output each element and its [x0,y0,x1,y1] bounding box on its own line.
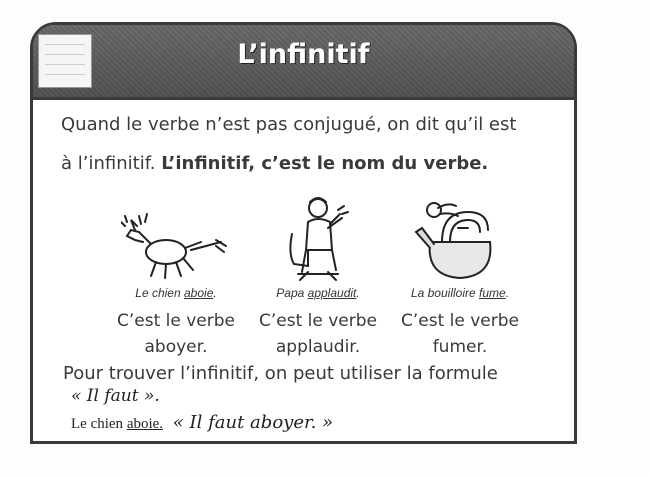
clapping-man-icon [243,190,393,282]
title-banner [33,25,574,100]
steaming-kettle-icon [385,190,535,282]
formula-example [71,412,333,433]
intro-paragraph [61,105,561,183]
caption-verb: applaudit [307,286,357,300]
intro-line-2 [61,144,561,183]
example-papa [243,190,393,360]
sentence-papa: C’est le verbe [258,311,377,331]
infinitive-papa: applaudir. [275,337,361,357]
intro-line-1: Quand le verbe n’est pas conjugué, on dit qu’il est [61,114,517,135]
caption-subject: Papa [276,286,305,300]
sentence-dog: C’est le verbe [116,311,235,331]
formula-text: Pour trouver l’infinitif, on peut utiliser la formule [63,363,498,384]
caption-subject: Le chien [135,286,181,300]
example-subject: Le chien [71,416,124,432]
caption-verb: fume [479,286,506,300]
definition-bold: L’infinitif, c’est le nom du verbe. [161,153,489,174]
sentence-kettle: C’est le verbe [400,311,519,331]
caption-end: . [213,286,217,300]
example-handwritten: « Il faut aboyer. » [172,412,334,433]
infinitive-kettle: fumer. [432,337,488,357]
caption-verb: aboie [184,286,214,300]
example-verb: aboie. [126,416,164,432]
lesson-card [30,22,577,444]
example-kettle [385,190,535,360]
caption-end: . [505,286,510,300]
caption-papa [243,286,393,300]
caption-dog [101,286,251,300]
lesson-title: L’infinitif [237,39,370,70]
caption-subject: La bouilloire [410,286,476,300]
example-dog [101,190,251,360]
barking-dog-icon [101,190,251,282]
intro-line-2-plain: à l’infinitif. [61,153,156,174]
infinitive-dog: aboyer. [144,337,208,357]
caption-kettle [385,286,535,300]
formula-handwritten: « Il faut ». [71,386,160,406]
caption-end: . [356,286,360,300]
